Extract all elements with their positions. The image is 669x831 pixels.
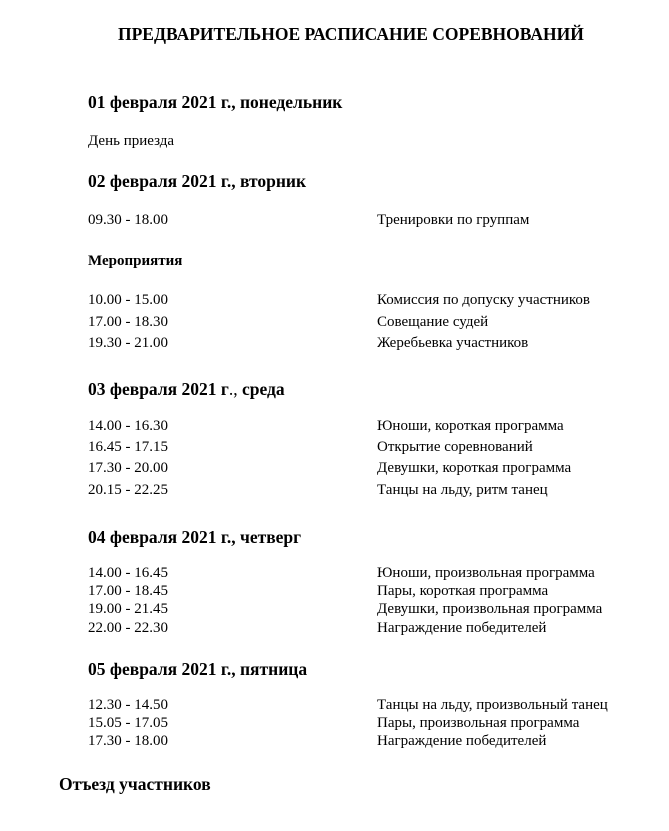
schedule-time: 14.00 - 16.30 <box>88 418 168 434</box>
schedule-event: Награждение победителей <box>377 733 547 749</box>
schedule-event: Юноши, короткая программа <box>377 418 564 434</box>
schedule-time: 16.45 - 17.15 <box>88 439 168 455</box>
schedule-event: Открытие соревнований <box>377 439 533 455</box>
day-heading-4: 04 февраля 2021 г., четверг <box>88 527 302 547</box>
page-title: ПРЕДВАРИТЕЛЬНОЕ РАСПИСАНИЕ СОРЕВНОВАНИЙ <box>118 24 584 44</box>
schedule-event: Комиссия по допуску участников <box>377 292 590 308</box>
schedule-event: Девушки, короткая программа <box>377 460 572 476</box>
schedule-time: 12.30 - 14.50 <box>88 697 168 713</box>
day-heading-5: 05 февраля 2021 г., пятница <box>88 659 308 679</box>
day-heading-3 <box>88 379 285 400</box>
events-subheading: Мероприятия <box>88 253 183 269</box>
schedule-event: Пары, произвольная программа <box>377 715 580 731</box>
arrival-note: День приезда <box>88 133 175 149</box>
day-heading-3-weekday: среда <box>241 379 285 399</box>
schedule-time: 10.00 - 15.00 <box>88 292 168 308</box>
day-heading-1: 01 февраля 2021 г., понедельник <box>88 92 343 112</box>
day-heading-2: 02 февраля 2021 г., вторник <box>88 171 307 191</box>
day-heading-3-date: 03 февраля 2021 г <box>88 379 229 399</box>
day-heading-3-separator: ., <box>228 379 242 399</box>
schedule-time: 15.05 - 17.05 <box>88 715 168 731</box>
schedule-time: 17.30 - 18.00 <box>88 733 168 749</box>
schedule-time: 14.00 - 16.45 <box>88 565 168 581</box>
schedule-time: 20.15 - 22.25 <box>88 482 168 498</box>
schedule-time: 19.00 - 21.45 <box>88 601 168 617</box>
schedule-time: 09.30 - 18.00 <box>88 212 168 228</box>
schedule-event: Танцы на льду, ритм танец <box>377 482 548 498</box>
schedule-event: Пары, короткая программа <box>377 583 549 599</box>
schedule-time: 17.00 - 18.30 <box>88 314 168 330</box>
schedule-event: Совещание судей <box>377 314 489 330</box>
schedule-time: 17.30 - 20.00 <box>88 460 168 476</box>
schedule-event: Девушки, произвольная программа <box>377 601 603 617</box>
schedule-event: Юноши, произвольная программа <box>377 565 595 581</box>
schedule-event: Жеребьевка участников <box>377 335 529 351</box>
schedule-time: 22.00 - 22.30 <box>88 620 168 636</box>
schedule-time: 19.30 - 21.00 <box>88 335 168 351</box>
schedule-event: Тренировки по группам <box>377 212 530 228</box>
schedule-time: 17.00 - 18.45 <box>88 583 168 599</box>
schedule-event: Награждение победителей <box>377 620 547 636</box>
departure-heading: Отъезд участников <box>59 774 211 794</box>
schedule-event: Танцы на льду, произвольный танец <box>377 697 608 713</box>
